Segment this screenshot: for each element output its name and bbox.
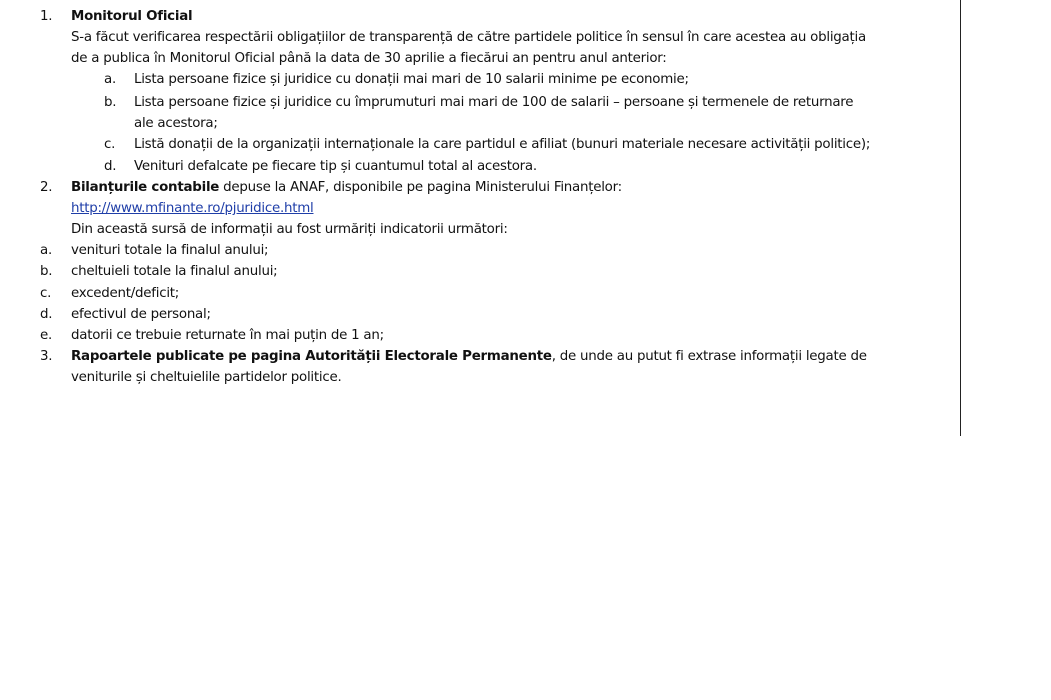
section-2-item-d-letter: d. xyxy=(40,307,53,322)
section-1-item-c-letter: c. xyxy=(104,137,116,152)
section-2-item-a-text: venituri totale la finalul anului; xyxy=(71,243,269,258)
section-2-item-b-letter: b. xyxy=(40,264,53,279)
section-1-item-a-letter: a. xyxy=(104,72,116,87)
section-2-item-a-letter: a. xyxy=(40,243,52,258)
section-3-title: Rapoartele publicate pe pagina Autorității Electorale Permanente xyxy=(71,349,552,364)
section-2-heading xyxy=(71,179,622,197)
section-1-item-d-text: Venituri defalcate pe fiecare tip și cuantumul total al acestora. xyxy=(134,159,537,174)
section-2-item-c-text: excedent/deficit; xyxy=(71,286,180,301)
section-1-item-c-text: Listă donații de la organizații internaționale la care partidul e afiliat (bunuri materiale necesare activității politice); xyxy=(134,137,871,152)
section-2-item-e-text: datorii ce trebuie returnate în mai puțin de 1 an; xyxy=(71,328,384,343)
mfinante-link[interactable]: http://www.mfinante.ro/pjuridice.html xyxy=(71,201,314,216)
section-1-item-a-text: Lista persoane fizice și juridice cu donații mai mari de 10 salarii minime pe economie; xyxy=(134,72,689,87)
section-2-item-e-letter: e. xyxy=(40,328,52,343)
section-2-title-rest: depuse la ANAF, disponibile pe pagina Ministerului Finanțelor: xyxy=(219,180,622,195)
page-right-border xyxy=(960,0,961,436)
section-1-paragraph-line-2: de a publica în Monitorul Oficial până la data de 30 aprilie a fiecărui an pentru anul anterior: xyxy=(71,51,667,66)
section-3-line-2: veniturile și cheltuielile partidelor politice. xyxy=(71,370,342,385)
section-1-item-b-text-line-2: ale acestora; xyxy=(134,116,218,131)
section-1-item-d-letter: d. xyxy=(104,159,117,174)
section-1-item-b-text-line-1: Lista persoane fizice și juridice cu împrumuturi mai mari de 100 de salarii – persoane și termenele de returnare xyxy=(134,95,854,110)
section-3-title-rest: , de unde au putut fi extrase informații legate de xyxy=(551,349,867,364)
section-1-item-b-letter: b. xyxy=(104,95,117,110)
section-2-number: 2. xyxy=(40,180,53,195)
section-1-paragraph-line-1: S-a făcut verificarea respectării obligațiilor de transparență de către partidele politice în sensul în care acestea au obligația xyxy=(71,30,866,45)
section-2-intro: Din această sursă de informații au fost urmăriți indicatorii următori: xyxy=(71,222,508,237)
section-3-number: 3. xyxy=(40,349,53,364)
section-1-title-text: Monitorul Oficial xyxy=(71,9,193,24)
section-2-link-line xyxy=(71,200,313,218)
section-1-title xyxy=(71,8,192,26)
section-2-item-c-letter: c. xyxy=(40,286,52,301)
section-2-item-b-text: cheltuieli totale la finalul anului; xyxy=(71,264,278,279)
section-3-heading xyxy=(71,348,867,366)
section-2-item-d-text: efectivul de personal; xyxy=(71,307,211,322)
section-2-title: Bilanțurile contabile xyxy=(71,180,220,195)
section-1-number: 1. xyxy=(40,9,53,24)
